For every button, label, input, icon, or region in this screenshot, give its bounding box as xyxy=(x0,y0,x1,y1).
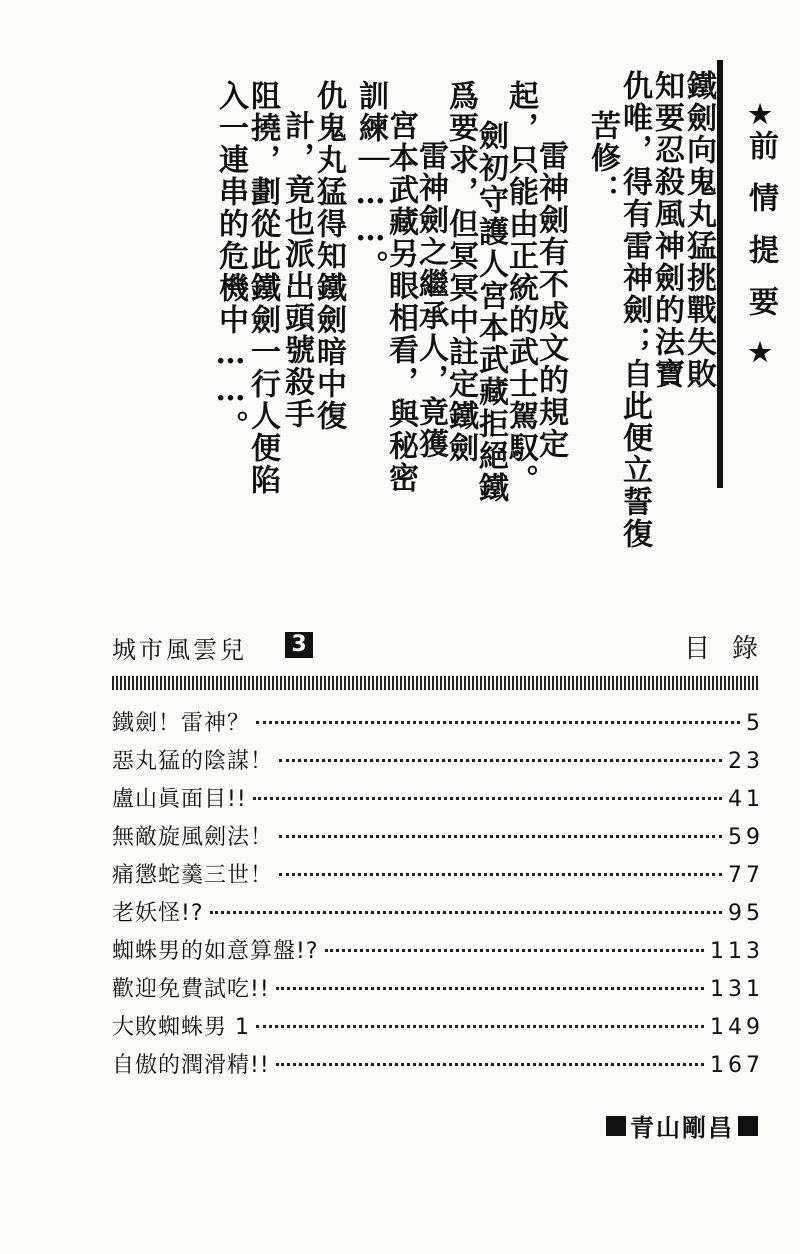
star-icon: ★ xyxy=(745,338,775,368)
synopsis-column: 阻撓，劃從此鐵劍一行人便陷 xyxy=(245,80,280,496)
synopsis-column: 宮本武藏另眼相看，與秘密 xyxy=(383,110,418,494)
toc-entry[interactable] xyxy=(112,1009,764,1047)
toc-entry[interactable] xyxy=(112,781,764,819)
leader-dots xyxy=(279,835,722,838)
synopsis-column: 計，竟也派出頭號殺手 xyxy=(279,110,314,430)
leader-dots xyxy=(279,759,722,762)
contents-label: 目錄 xyxy=(683,634,780,664)
toc-list xyxy=(112,705,764,1085)
toc-entry[interactable] xyxy=(112,895,764,933)
leader-dots xyxy=(276,1063,704,1066)
synopsis-column: 爲要求，但冥冥中註定鐵劍 xyxy=(443,80,478,464)
leader-dots xyxy=(325,949,705,952)
toc-entry-page: 167 xyxy=(710,1053,764,1078)
toc-entry-title: 惡丸猛的陰謀！ xyxy=(112,749,274,774)
leader-dots xyxy=(256,721,740,724)
toc-entry-page: 59 xyxy=(728,825,764,850)
leader-dots xyxy=(279,873,722,876)
synopsis-block xyxy=(205,70,725,550)
toc-entry-title: 老妖怪!? xyxy=(112,901,204,926)
synopsis-column: 苦修： xyxy=(585,110,620,206)
toc-entry-page: 5 xyxy=(746,711,764,736)
square-icon xyxy=(738,1116,758,1136)
toc-entry-title: 自傲的潤滑精!! xyxy=(112,1053,270,1078)
toc-entry-title: 鐵劍！雷神？ xyxy=(112,711,251,736)
synopsis-column: 入一連串的危機中……。 xyxy=(213,80,248,442)
leader-dots xyxy=(256,1025,704,1028)
toc-entry[interactable] xyxy=(112,933,764,971)
toc-entry[interactable] xyxy=(112,971,764,1009)
toc-entry-page: 113 xyxy=(710,939,764,964)
synopsis-column: 起，只能由正統的武士駕馭。 xyxy=(503,80,538,496)
square-icon xyxy=(606,1116,626,1136)
series-title: 城市風雲兒 xyxy=(112,636,247,664)
synopsis-column: 仇唯，得有雷神劍；自此便立誓復 xyxy=(617,70,652,550)
toc-entry[interactable] xyxy=(112,1047,764,1085)
tick-rule-divider xyxy=(112,676,760,690)
leader-dots xyxy=(276,987,704,990)
synopsis-column: 鐵劍向鬼丸猛挑戰失敗 xyxy=(681,70,716,390)
toc-entry-title: 盧山眞面目!! xyxy=(112,787,247,812)
toc-entry-title: 無敵旋風劍法！ xyxy=(112,825,274,850)
author-name: 青山剛昌 xyxy=(630,1114,734,1142)
toc-entry[interactable] xyxy=(112,857,764,895)
toc-entry-title: 大敗蜘蛛男 1 xyxy=(112,1015,250,1040)
toc-entry-page: 131 xyxy=(710,977,764,1002)
synopsis-column: 訓練｜……。 xyxy=(353,80,388,282)
toc-entry[interactable] xyxy=(112,743,764,781)
toc-entry-page: 41 xyxy=(728,787,764,812)
toc-entry-title: 痛懲蛇羹三世！ xyxy=(112,863,274,888)
toc-entry-page: 23 xyxy=(728,749,764,774)
author-credit xyxy=(602,1108,762,1143)
toc-entry-page: 95 xyxy=(728,901,764,926)
synopsis-column: 劍初守護人宮本武藏拒絕鐵 xyxy=(473,120,508,504)
synopsis-column: 仇鬼丸猛得知鐵劍暗中復 xyxy=(311,80,346,432)
synopsis-rule xyxy=(717,60,723,488)
synopsis-column: 知要忍殺風神劍的法寶 xyxy=(649,70,684,390)
star-icon: ★ xyxy=(745,100,775,130)
toc-entry-title: 歡迎免費試吃!! xyxy=(112,977,270,1002)
synopsis-heading xyxy=(738,100,782,368)
toc-entry-page: 77 xyxy=(728,863,764,888)
toc-header xyxy=(112,628,780,668)
toc-entry-page: 149 xyxy=(710,1015,764,1040)
synopsis-heading-text: 前情提要 xyxy=(743,130,778,338)
toc-entry[interactable] xyxy=(112,705,764,743)
leader-dots xyxy=(253,797,722,800)
leader-dots xyxy=(210,911,723,914)
volume-badge: 3 xyxy=(285,632,313,658)
toc-entry[interactable] xyxy=(112,819,764,857)
synopsis-column: 雷神劍有不成文的規定 xyxy=(533,140,568,460)
synopsis-column: 雷神劍之繼承人，竟獲 xyxy=(413,140,448,460)
toc-entry-title: 蜘蛛男的如意算盤!? xyxy=(112,939,319,964)
